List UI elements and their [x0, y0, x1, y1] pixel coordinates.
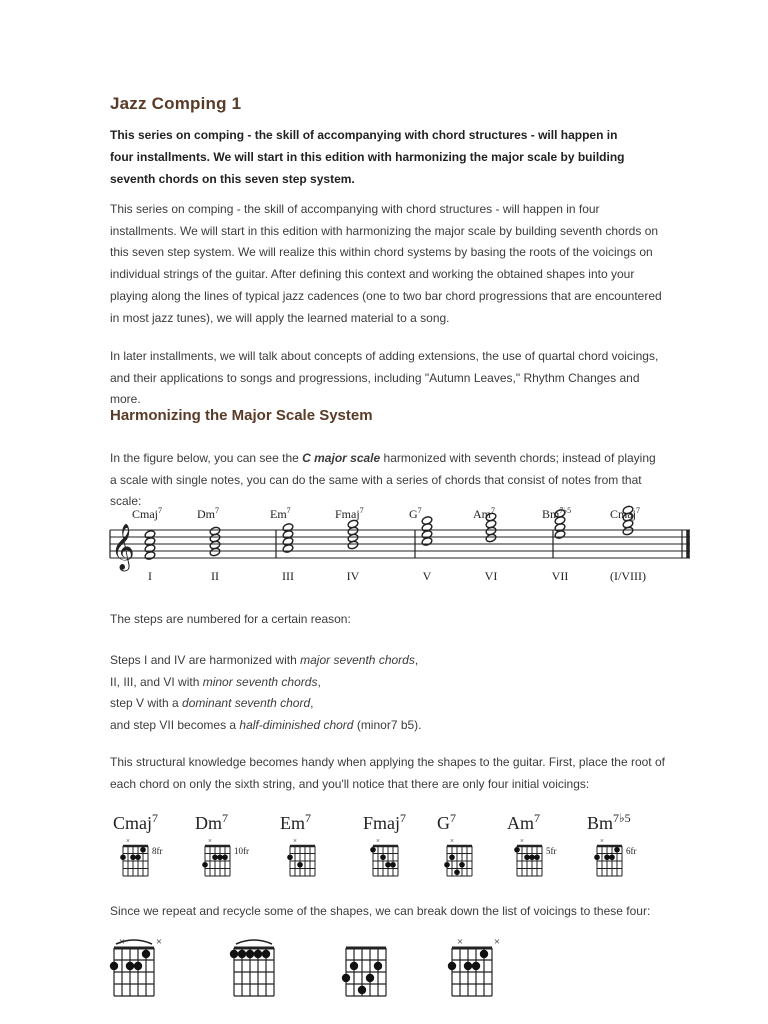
voicing-finger-dot: [464, 962, 472, 970]
chord-finger-dot: [120, 854, 126, 860]
voicing-finger-dot: [448, 962, 456, 970]
chord-finger-dot: [202, 862, 208, 868]
steps-line-1: [110, 650, 422, 672]
steps-line-4: [110, 715, 422, 737]
steps-line-1-emphasis: major seventh chords: [300, 653, 415, 667]
steps-line-1-end: ,: [414, 653, 419, 667]
chord-finger-dot: [524, 854, 530, 860]
steps-list: [110, 650, 422, 737]
barre-arc-icon: [236, 940, 272, 944]
intro-paragraph: This series on comping - the skill of accompanying with chord structures - will happen in four installments. We will start in this edition with harmonizing the major scale by building seventh chords on this seven step system. We will realize this within chord systems by basing the roots of the voicings on individual strings of the guitar. After defining this context and working the obtained shapes into your playing along the lines of typical jazz cadences (one to two bar chord progressions that are encountered in most jazz tunes), we will apply the learned material to a song.: [110, 202, 662, 325]
staff-chord-label: Dm$^7$: [197, 506, 219, 521]
chord-finger-dot: [449, 854, 455, 860]
chord-finger-dot: [217, 854, 223, 860]
voicing-finger-dot: [126, 962, 134, 970]
steps-line-3: [110, 693, 422, 715]
chord-finger-dot: [212, 854, 218, 860]
chord-finger-dot: [385, 862, 391, 868]
muted-string-icon: ×: [450, 837, 454, 845]
four-voicings-diagrams: [100, 932, 520, 1004]
voicing-finger-dot: [480, 950, 488, 958]
chord-finger-dot: [614, 847, 620, 853]
roman-numeral: IV: [346, 569, 360, 583]
chord-finger-dot: [370, 847, 376, 853]
fret-number: 8fr: [152, 846, 163, 856]
roman-numeral: II: [211, 569, 219, 583]
section-heading: Harmonizing the Major Scale System: [110, 407, 373, 424]
guitar-chord-name: Em$^7$: [280, 811, 311, 833]
breakdown-paragraph: Since we repeat and recycle some of the shapes, we can break down the list of voicings to these four:: [110, 904, 651, 918]
roman-numeral: V: [422, 569, 432, 583]
guitar-chord-name: Am$^7$: [507, 811, 540, 833]
chord-finger-dot: [604, 854, 610, 860]
staff-chord-label: Cmaj$^7$: [610, 506, 640, 521]
figure-intro-post: harmonized with seventh chords; instead of playing a scale with single notes, you can do the same with a series of chords that consist of notes from that scale:: [110, 451, 656, 509]
steps-line-4-text: and step VII becomes a: [110, 718, 240, 733]
chord-finger-dot: [514, 847, 520, 853]
voicing-finger-dot: [230, 950, 238, 958]
roman-numeral: I: [148, 569, 152, 583]
steps-line-2-emphasis: minor seventh chords: [202, 674, 318, 689]
guitar-chord-name: Fmaj$^7$: [363, 811, 407, 833]
staff-notehead: [282, 523, 294, 533]
staff-chord-label: Em$^7$: [270, 506, 291, 521]
chord-finger-dot: [444, 862, 450, 868]
figure-intro-emphasis: C major scale: [302, 451, 381, 465]
guitar-chord-name: $G^7$: [437, 811, 456, 833]
treble-clef-icon: 𝄞: [111, 524, 135, 569]
steps-line-2: [110, 672, 422, 694]
roman-numeral: VI: [484, 569, 498, 583]
chord-finger-dot: [222, 854, 228, 860]
voicing-finger-dot: [134, 962, 142, 970]
steps-line-3-emphasis: dominant seventh chord: [182, 696, 311, 711]
structural-paragraph: This structural knowledge becomes handy when applying the shapes to the guitar. First, place the root of each chord on only the sixth string, and you'll notice that there are only four initial voicings:: [110, 755, 665, 791]
guitar-chord-diagrams: [105, 808, 665, 883]
chord-finger-dot: [459, 862, 465, 868]
chord-finger-dot: [390, 862, 396, 868]
roman-numeral: VII: [551, 569, 569, 583]
voicing-finger-dot: [110, 962, 118, 970]
staff-chord-label: Am$^7$: [473, 506, 495, 521]
staff-notehead: [144, 530, 156, 540]
voicing-finger-dot: [342, 974, 350, 982]
voicing-finger-dot: [472, 962, 480, 970]
staff-chord-label: $Bm^{7♭5}$: [542, 506, 572, 521]
staff-notehead: [209, 526, 221, 536]
staff-chord-label: $G^7$: [409, 506, 422, 521]
muted-string-icon: ×: [456, 936, 464, 948]
page-title: Jazz Comping 1: [110, 94, 242, 113]
major-scale-staff-figure: [105, 500, 705, 590]
steps-intro: The steps are numbered for a certain reason:: [110, 612, 351, 626]
chord-finger-dot: [287, 854, 293, 860]
chord-finger-dot: [609, 854, 615, 860]
chord-finger-dot: [529, 854, 535, 860]
chord-finger-dot: [534, 854, 540, 860]
voicing-finger-dot: [262, 950, 270, 958]
fret-number: 6fr: [626, 846, 637, 856]
chord-finger-dot: [140, 847, 146, 853]
voicing-finger-dot: [374, 962, 382, 970]
muted-string-icon: ×: [520, 837, 524, 845]
chord-finger-dot: [130, 854, 136, 860]
steps-line-1-text: Steps I and IV are harmonized with: [110, 653, 301, 667]
muted-string-icon: ×: [155, 936, 163, 948]
staff-notehead: [421, 516, 433, 526]
steps-line-4-end: (minor7 b5).: [353, 718, 422, 733]
fret-number: 10fr: [234, 846, 249, 856]
steps-line-3-text: step V with a: [110, 696, 183, 711]
chord-finger-dot: [594, 854, 600, 860]
muted-string-icon: ×: [126, 837, 130, 845]
guitar-chord-name: $Bm^{7♭5}$: [587, 811, 631, 833]
figure-intro-pre: In the figure below, you can see the: [110, 451, 303, 465]
voicing-finger-dot: [358, 986, 366, 994]
lead-paragraph: This series on comping - the skill of accompanying with chord structures - will happen in four installments. We will start in this edition with harmonizing the major scale by building seventh chords on this seven step system.: [110, 128, 625, 186]
muted-string-icon: ×: [600, 837, 604, 845]
voicing-finger-dot: [246, 950, 254, 958]
steps-line-2-text: II, III, and VI with: [110, 674, 203, 689]
roman-numeral: (I/VIII): [610, 569, 646, 583]
chord-finger-dot: [135, 854, 141, 860]
fret-number: 5fr: [546, 846, 557, 856]
chord-finger-dot: [297, 862, 303, 868]
voicing-finger-dot: [350, 962, 358, 970]
guitar-chord-name: Cmaj$^7$: [113, 811, 158, 833]
steps-line-2-end: ,: [317, 674, 321, 689]
chord-finger-dot: [380, 854, 386, 860]
muted-string-icon: ×: [118, 936, 126, 948]
muted-string-icon: ×: [293, 837, 297, 845]
staff-chord-label: Fmaj$^7$: [335, 506, 364, 521]
chord-finger-dot: [454, 869, 460, 875]
voicing-finger-dot: [366, 974, 374, 982]
guitar-chord-name: Dm$^7$: [195, 811, 228, 833]
voicing-finger-dot: [142, 950, 150, 958]
muted-string-icon: ×: [208, 837, 212, 845]
staff-chord-label: Cmaj$^7$: [132, 506, 162, 521]
steps-line-3-end: ,: [310, 696, 314, 711]
later-paragraph: In later installments, we will talk about concepts of adding extensions, the use of quartal chord voicings, and their applications to songs and progressions, including "Autumn Leaves," Rhythm Changes and more.: [110, 349, 659, 407]
voicing-finger-dot: [254, 950, 262, 958]
voicing-finger-dot: [238, 950, 246, 958]
roman-numeral: III: [282, 569, 294, 583]
muted-string-icon: ×: [376, 837, 380, 845]
muted-string-icon: ×: [493, 936, 501, 948]
steps-line-4-emphasis: half-diminished chord: [239, 718, 354, 733]
